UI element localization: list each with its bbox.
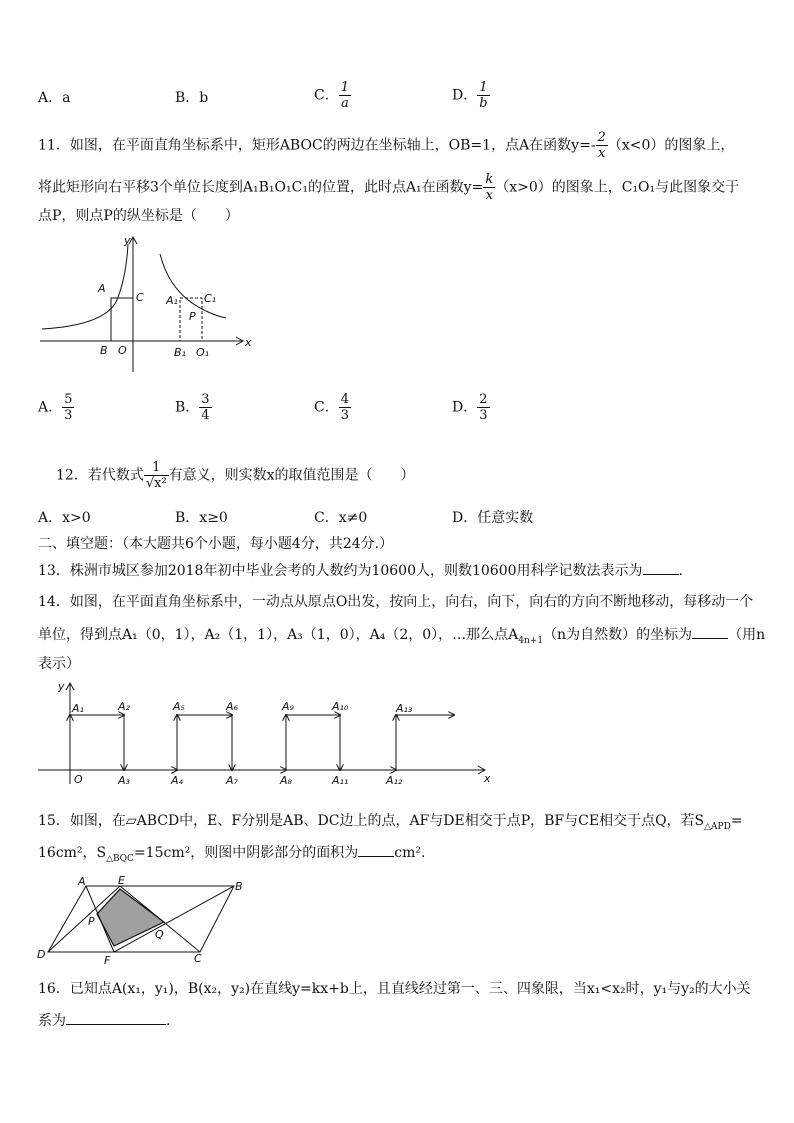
- q15-answer-blank: [358, 842, 394, 857]
- section-title-fill-in: 二、填空题：（本大题共6个小题，每小题4分，共24分.）: [38, 536, 394, 552]
- q16-stem-line1: 16．已知点A(x₁，y₁)，B(x₂，y₂)在直线y=kx+b上，且直线经过第一、三、四象限，当x₁<x₂时，y₁与y₂的大小关: [38, 981, 751, 997]
- q15-label-a: A: [78, 875, 86, 888]
- q11-figure: [36, 232, 256, 374]
- q14-label-a10: A₁₀: [332, 700, 349, 713]
- q15-label-d: D: [37, 948, 46, 961]
- q11-option-b: B． $\frac{3}{4}$: [175, 392, 210, 423]
- q12-option-b: B．x≥0: [175, 510, 228, 526]
- q12-option-c: C．x≠0: [314, 510, 368, 526]
- q13-stem: 13．株洲市城区参加2018年初中毕业会考的人数约为10600人，则数10600用科学记数法表示为 .: [38, 560, 683, 581]
- q14-path: [70, 715, 454, 770]
- q11-option-c: C． $\frac{4}{3}$: [314, 392, 349, 423]
- q16-answer-blank: [66, 1010, 166, 1025]
- q14-label-a7: A₇: [226, 774, 238, 787]
- q11-stem-line1: 11．如图，在平面直角坐标系中，矩形ABOC的两边在坐标轴上，OB=1，点A在函数y=- $\frac{2}{x}$ （x<0）的图象上，: [38, 130, 735, 161]
- q10-option-a: A．a: [38, 90, 71, 106]
- q15-label-e: E: [118, 874, 125, 887]
- q11-label-p: P: [189, 310, 196, 323]
- q14-label-a2: A₂: [118, 700, 130, 713]
- q11-label-o: O: [118, 344, 127, 357]
- q14-label-x: x: [484, 772, 491, 785]
- q15-label-f: F: [104, 954, 111, 967]
- q14-stem-line2: 单位，得到点A₁（0，1），A₂（1，1），A₃（1，0），A₄（2，0），…那么点$A_{4n+1}(n$为自然数）的坐标为 （用n: [38, 624, 765, 651]
- q14-label-a4: A₄: [171, 774, 183, 787]
- q15-stem-line1: 15．如图，在▱ABCD中，E、F分别是AB、DC边上的点，AF与DE相交于点P，BF与CE相交于点Q，若$S_{\triangle APD}=$: [38, 813, 743, 832]
- q15-figure: [34, 872, 254, 967]
- q16-stem-line2: 系为 .: [38, 1010, 170, 1031]
- q11-option-a: A． $\frac{5}{3}$: [38, 392, 73, 423]
- q11-label-c: C: [136, 291, 144, 304]
- q14-label-a1: A₁: [72, 702, 84, 715]
- q11-stem-line3: 点P，则点P的纵坐标是（ ）: [38, 208, 239, 224]
- q11-label-y: y: [124, 234, 131, 247]
- q10-option-d: D． $\frac{1}{b}$: [452, 80, 488, 111]
- q12-option-a: A．x>0: [38, 510, 91, 526]
- q15-label-b: B: [235, 880, 243, 893]
- q14-label-a13: A₁₃: [396, 702, 413, 715]
- q15-stem-line2: 16cm²，$S_{\triangle BQC}=15cm^2$，则图中阴影部分的面积为 cm².: [38, 842, 425, 869]
- q12-stem: 12．若代数式 $\frac{1}{\text{√x²}}$ 有意义，则实数x的取值范围是（ ）: [56, 460, 415, 491]
- q11-label-o1: O₁: [196, 346, 210, 359]
- q10-option-c: C． $\frac{1}{a}$: [314, 80, 349, 111]
- q11-label-a: A: [98, 282, 106, 295]
- q13-answer-blank: [643, 560, 679, 575]
- q11-label-a1: A₁: [166, 294, 178, 307]
- q11-y-axis: [129, 237, 137, 372]
- q14-stem-line1: 14．如图，在平面直角坐标系中，一动点从原点O出发，按向上，向右，向下，向右的方向不断地移动，每移动一个: [38, 594, 754, 610]
- q11-option-d: D． $\frac{2}{3}$: [452, 392, 488, 423]
- q14-answer-blank: [692, 624, 728, 639]
- q11-label-x: x: [245, 336, 252, 349]
- q14-stem-line3: 表示）: [38, 656, 80, 672]
- q11-label-c1: C₁: [204, 292, 217, 305]
- q11-label-b1: B₁: [174, 346, 186, 359]
- q14-label-o: O: [74, 773, 83, 786]
- q14-label-a11: A₁₁: [332, 774, 349, 787]
- q14-label-y: y: [58, 680, 65, 693]
- q11-stem-line2: 将此矩形向右平移3个单位长度到A₁B₁O₁C₁的位置，此时点A₁在函数y= $\frac{k}{x}$ （x>0）的图象上，C₁O₁与此图象交于: [38, 172, 740, 203]
- q14-label-a6: A₆: [226, 700, 238, 713]
- q15-label-p: P: [88, 915, 95, 928]
- q15-label-q: Q: [155, 928, 164, 941]
- q14-label-a5: A₅: [173, 700, 185, 713]
- q12-option-d: D．任意实数: [452, 510, 534, 526]
- q14-label-a8: A₈: [280, 774, 292, 787]
- q10-option-b: B．b: [175, 90, 209, 106]
- q11-curve-left: [42, 244, 128, 329]
- q14-label-a3: A₃: [118, 774, 130, 787]
- q14-label-a9: A₉: [282, 700, 294, 713]
- q15-label-c: C: [194, 952, 202, 965]
- q14-label-a12: A₁₂: [386, 774, 403, 787]
- q14-figure: [36, 678, 496, 790]
- q11-curve-right: [160, 254, 226, 318]
- q11-label-b: B: [100, 344, 108, 357]
- q11-x-axis: [40, 337, 243, 345]
